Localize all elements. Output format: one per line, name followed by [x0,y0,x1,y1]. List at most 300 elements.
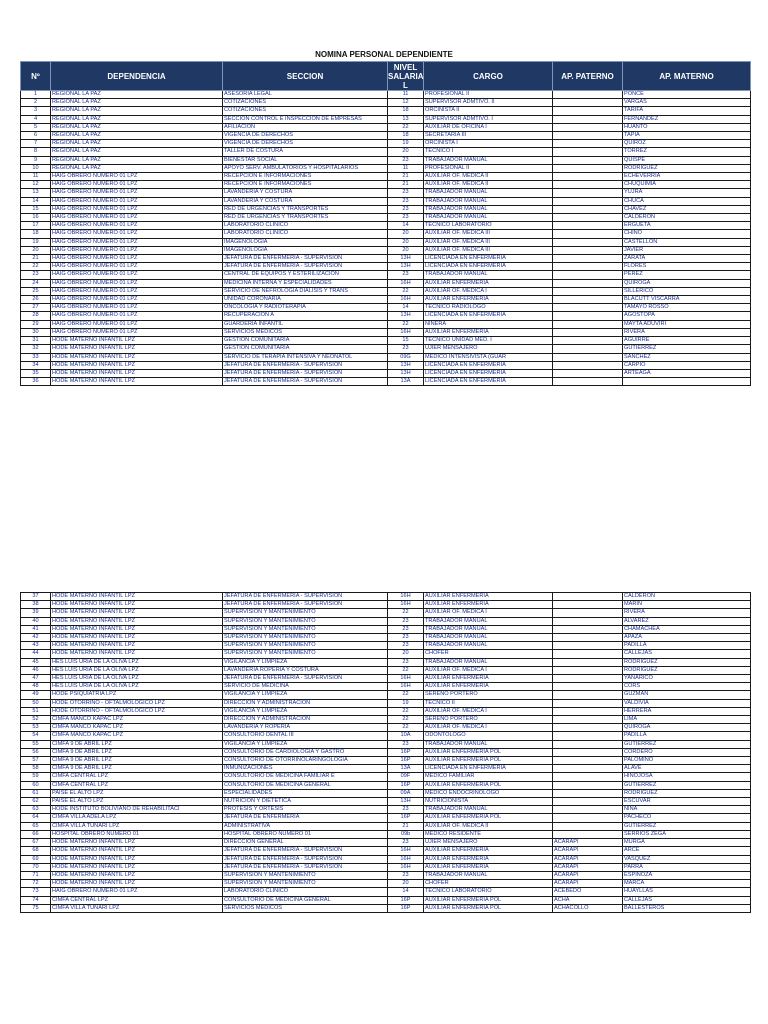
cell-num: 42 [21,634,51,642]
cell-seccion: DIRECCION GENERAL [223,839,388,847]
cell-materno: SANCHEZ [623,353,751,361]
cell-materno: CALDERON [623,593,751,601]
cell-paterno [553,304,623,312]
cell-seccion: VIGENCIA DE DERECHOS [223,140,388,148]
cell-num: 29 [21,320,51,328]
cell-nivel: 21 [388,181,424,189]
cell-nivel: 23 [388,271,424,279]
cell-cargo: AUXILIAR OF. MEDICA I [424,724,553,732]
cell-dependencia: PAISE EL ALTO LPZ [51,798,223,806]
cell-nivel: 22 [388,287,424,295]
cell-seccion: LABORATORIO CLINICO [223,888,388,896]
table-row [21,205,751,213]
cell-paterno [553,617,623,625]
cell-nivel: 16H [388,683,424,691]
cell-seccion: SERVICIO DE TERAPIA INTENSIVA Y NEONATOL [223,353,388,361]
cell-cargo: TECNICO II [424,699,553,707]
cell-materno: ERGUETA [623,222,751,230]
header-dependencia: DEPENDENCIA [51,62,223,91]
cell-seccion: CONSULTORIO DE MEDICINA FAMILIAR E [223,773,388,781]
cell-paterno [553,353,623,361]
cell-paterno [553,765,623,773]
cell-seccion: TALLER DE COSTURA [223,148,388,156]
cell-num: 24 [21,279,51,287]
cell-materno: ALAVE [623,765,751,773]
table-row [21,378,751,386]
table-row [21,871,751,879]
cell-dependencia: HAIG OBRERO NUMERO 01 LPZ [51,888,223,896]
cell-cargo: CHOFER [424,880,553,888]
cell-cargo: AUXILIAR OF. MEDICA II [424,822,553,830]
cell-materno: RODRIGUEZ [623,658,751,666]
cell-dependencia: CIMFA 9 DE ABRIL LPZ [51,757,223,765]
table-row [21,304,751,312]
cell-num: 19 [21,238,51,246]
table-row [21,740,751,748]
cell-nivel: 21 [388,173,424,181]
cell-cargo: TRABAJADOR MANUAL [424,156,553,164]
cell-dependencia: HAIG OBRERO NUMERO 01 LPZ [51,296,223,304]
cell-num: 73 [21,888,51,896]
cell-num: 55 [21,740,51,748]
cell-materno: VALDIVIA [623,699,751,707]
table-row [21,888,751,896]
cell-dependencia: HES LUIS URIA DE LA OLIVA LPZ [51,658,223,666]
cell-dependencia: CIMFA VILLA TUNARI LPZ [51,904,223,912]
cell-cargo: AUXILIAR ENFERMERIA POL [424,896,553,904]
cell-cargo: TRABAJADOR MANUAL [424,871,553,879]
cell-cargo: AUXILIAR OF. MEDICA I [424,707,553,715]
cell-nivel: 23 [388,642,424,650]
cell-paterno [553,296,623,304]
cell-dependencia: HAIG OBRERO NUMERO 01 LPZ [51,304,223,312]
cell-paterno [553,91,623,99]
table-row [21,238,751,246]
cell-nivel: 16P [388,757,424,765]
cell-num: 11 [21,173,51,181]
cell-paterno [553,123,623,131]
cell-nivel: 16H [388,279,424,287]
cell-paterno: ACARAPI [553,871,623,879]
cell-num: 37 [21,593,51,601]
cell-dependencia: HODE MATERNO INFANTIL LPZ [51,601,223,609]
cell-materno: GUZMAN [623,691,751,699]
cell-seccion: JEFATURA DE ENFERMERIA - SUPERVISION [223,263,388,271]
cell-materno: CHAVEZ [623,205,751,213]
cell-materno: CALLEJAS [623,896,751,904]
cell-paterno [553,115,623,123]
cell-nivel: 11 [388,164,424,172]
cell-dependencia: CIMFA MANCO KAPAC LPZ [51,716,223,724]
cell-materno: CORS [623,683,751,691]
cell-num: 49 [21,691,51,699]
cell-materno: HERRERA [623,707,751,715]
cell-cargo: TRABAJADOR MANUAL [424,271,553,279]
cell-cargo: LICENCIADA EN ENFERMERIA [424,263,553,271]
cell-num: 25 [21,287,51,295]
table-row [21,246,751,254]
cell-seccion: INMUNIZACIONES [223,765,388,773]
table-row [21,839,751,847]
cell-dependencia: CIMFA 9 DE ABRIL LPZ [51,740,223,748]
cell-nivel: 23 [388,634,424,642]
cell-dependencia: HAIG OBRERO NUMERO 01 LPZ [51,214,223,222]
cell-paterno [553,830,623,838]
cell-paterno [553,666,623,674]
cell-nivel: 23 [388,871,424,879]
cell-seccion: SUPERVISION Y MANTENIMIENTO [223,634,388,642]
cell-num: 3 [21,107,51,115]
cell-paterno: ACARAPI [553,863,623,871]
cell-nivel: 13H [388,798,424,806]
cell-seccion: COTIZACIONES [223,107,388,115]
cell-nivel: 14 [388,222,424,230]
table-row [21,181,751,189]
cell-materno: HINOJOSA [623,773,751,781]
table-row [21,345,751,353]
cell-paterno [553,345,623,353]
table-row [21,724,751,732]
cell-paterno: ACEBEDO [553,888,623,896]
cell-cargo: MEDICO ENDOCRINOLOGO [424,789,553,797]
table-row [21,773,751,781]
cell-num: 4 [21,115,51,123]
cell-paterno [553,99,623,107]
cell-seccion: JEFATURA DE ENFERMERIA - SUPERVISION [223,369,388,377]
cell-materno: GUTIERREZ [623,740,751,748]
cell-nivel: 11 [388,91,424,99]
cell-nivel: 16H [388,593,424,601]
cell-dependencia: HODE MATERNO INFANTIL LPZ [51,634,223,642]
table-row [21,361,751,369]
header-materno: AP. MATERNO [623,62,751,91]
cell-num: 50 [21,699,51,707]
cell-cargo: AUXILIAR OF. MEDICA II [424,181,553,189]
cell-materno: ARTEAGA [623,369,751,377]
cell-cargo: SUPERVISOR ADMTIVO. I [424,115,553,123]
cell-seccion: LABORATORIO CLINICO [223,222,388,230]
cell-seccion: JEFATURA DE ENFERMERIA - SUPERVISION [223,361,388,369]
cell-nivel: 19 [388,140,424,148]
cell-dependencia: HOSPITAL OBRERO NUMERO 01 [51,830,223,838]
cell-nivel: 16H [388,863,424,871]
cell-dependencia: HODE OTORRINO - OFTALMOLOGICO LPZ [51,707,223,715]
cell-num: 75 [21,904,51,912]
cell-materno: TAPIA [623,132,751,140]
cell-seccion: CONSULTORIO DE MEDICINA GENERAL [223,896,388,904]
cell-num: 27 [21,304,51,312]
cell-nivel: 15 [388,337,424,345]
table-row [21,658,751,666]
cell-nivel: 09b [388,830,424,838]
cell-nivel: 23 [388,156,424,164]
cell-seccion: BIENESTAR SOCIAL [223,156,388,164]
cell-num: 9 [21,156,51,164]
cell-num: 34 [21,361,51,369]
cell-dependencia: HODE MATERNO INFANTIL LPZ [51,593,223,601]
cell-seccion: GESTION COMUNITARIA [223,345,388,353]
cell-dependencia: CIMFA VILLA TUNARI LPZ [51,822,223,830]
cell-cargo: TECNICO LABORATORIO [424,888,553,896]
cell-dependencia: HODE MATERNO INFANTIL LPZ [51,847,223,855]
cell-cargo: AUXILIAR ENFERMERIA [424,593,553,601]
cell-materno: AGOSTOPA [623,312,751,320]
cell-dependencia: HODE MATERNO INFANTIL LPZ [51,863,223,871]
cell-nivel: 13H [388,255,424,263]
cell-num: 20 [21,246,51,254]
cell-paterno [553,230,623,238]
cell-seccion: CONSULTORIO DE MEDICINA GENERAL [223,781,388,789]
table-row [21,634,751,642]
cell-num: 38 [21,601,51,609]
cell-nivel: 16H [388,847,424,855]
cell-materno: FLORES [623,263,751,271]
cell-nivel: 09A [388,789,424,797]
cell-nivel: 09F [388,773,424,781]
cell-seccion: JEFATURA DE ENFERMERIA - SUPERVISION [223,255,388,263]
cell-materno: AGUIRRE [623,337,751,345]
cell-dependencia: HODE MATERNO INFANTIL LPZ [51,650,223,658]
cell-materno: QUIROGA [623,724,751,732]
cell-paterno: ACHA [553,896,623,904]
table-row [21,863,751,871]
cell-paterno [553,132,623,140]
cell-nivel: 16H [388,675,424,683]
cell-materno: NINA [623,806,751,814]
cell-seccion: CONSULTORIO DE CARDIOLOGIA Y GASTRO [223,748,388,756]
cell-nivel: 22 [388,724,424,732]
cell-cargo: LICENCIADA EN ENFERMERIA [424,361,553,369]
cell-paterno [553,205,623,213]
cell-materno: FERNANDEZ [623,115,751,123]
table-row [21,748,751,756]
table-row [21,214,751,222]
cell-cargo: CHOFER [424,650,553,658]
cell-materno: YANARICO [623,675,751,683]
cell-cargo: NINERA [424,320,553,328]
cell-cargo: TRABAJADOR MANUAL [424,625,553,633]
table-body [21,593,751,913]
table-row [21,296,751,304]
table-row [21,716,751,724]
cell-materno: APAZA [623,634,751,642]
cell-paterno [553,320,623,328]
cell-num: 68 [21,847,51,855]
cell-paterno [553,369,623,377]
table-row [21,757,751,765]
cell-cargo: AUXILIAR OF. MEDICA III [424,246,553,254]
cell-num: 35 [21,369,51,377]
cell-cargo: TECNICO UNIDAD MED. I [424,337,553,345]
cell-paterno [553,683,623,691]
cell-materno: ESPINOZA [623,871,751,879]
cell-dependencia: HAIG OBRERO NUMERO 01 LPZ [51,230,223,238]
cell-num: 13 [21,189,51,197]
table-row [21,107,751,115]
cell-materno: SILLERICO [623,287,751,295]
cell-nivel: 22 [388,716,424,724]
cell-nivel: 23 [388,839,424,847]
cell-dependencia: HAIG OBRERO NUMERO 01 LPZ [51,271,223,279]
cell-nivel: 13H [388,263,424,271]
cell-dependencia: HES LUIS URIA DE LA OLIVA LPZ [51,675,223,683]
cell-paterno [553,189,623,197]
cell-dependencia: HODE MATERNO INFANTIL LPZ [51,353,223,361]
cell-paterno [553,806,623,814]
cell-dependencia: HES LUIS URIA DE LA OLIVA LPZ [51,666,223,674]
cell-cargo: MEDICO RESIDENTE [424,830,553,838]
cell-materno: RIVERA [623,328,751,336]
cell-dependencia: REGIONAL LA PAZ [51,156,223,164]
cell-seccion: VIGILANCIA Y LIMPIEZA [223,691,388,699]
cell-num: 39 [21,609,51,617]
cell-cargo: AUXILIAR OF. MEDICA III [424,238,553,246]
cell-paterno [553,707,623,715]
cell-seccion: LABORATORIO CLINICO [223,230,388,238]
cell-dependencia: CIMFA VILLA ADELA LPZ [51,814,223,822]
cell-paterno [553,757,623,765]
table-row [21,189,751,197]
cell-materno: VASQUEZ [623,855,751,863]
cell-paterno [553,263,623,271]
cell-nivel: 16P [388,904,424,912]
cell-cargo: TRABAJADOR MANUAL [424,214,553,222]
cell-cargo: PROFESIONAL II [424,91,553,99]
cell-dependencia: HES LUIS URIA DE LA OLIVA LPZ [51,683,223,691]
cell-seccion: SERVICIO DE MEDICINA [223,683,388,691]
cell-nivel: 23 [388,205,424,213]
cell-seccion: PROTESIS Y ORTESIS [223,806,388,814]
cell-dependencia: HODE MATERNO INFANTIL LPZ [51,839,223,847]
cell-seccion: VIGENCIA DE DERECHOS [223,132,388,140]
cell-seccion: COTIZACIONES [223,99,388,107]
cell-num: 26 [21,296,51,304]
cell-seccion: JEFATURA DE ENFERMERIA - SUPERVISION [223,675,388,683]
cell-dependencia: HAIG OBRERO NUMERO 01 LPZ [51,287,223,295]
cell-materno: VARGAS [623,99,751,107]
table-row [21,593,751,601]
cell-num: 17 [21,222,51,230]
header-paterno: AP. PATERNO [553,62,623,91]
cell-paterno [553,238,623,246]
cell-num: 16 [21,214,51,222]
cell-seccion: DIRECCION Y ADMINISTRACION [223,716,388,724]
cell-cargo: TRABAJADOR MANUAL [424,189,553,197]
cell-num: 58 [21,765,51,773]
cell-seccion: SUPERVISION Y MANTENIMIENTO [223,609,388,617]
cell-nivel: 20 [388,230,424,238]
table-row [21,781,751,789]
cell-paterno [553,789,623,797]
cell-dependencia: REGIONAL LA PAZ [51,115,223,123]
cell-num: 57 [21,757,51,765]
cell-num: 69 [21,855,51,863]
cell-seccion: APOYO SERV. AMBULATORIOS Y HOSPITALARIOS [223,164,388,172]
cell-paterno [553,328,623,336]
cell-dependencia: HODE OTORRINO - OFTALMOLOGICO LPZ [51,699,223,707]
cell-nivel: 22 [388,707,424,715]
cell-nivel: 22 [388,123,424,131]
table-row [21,699,751,707]
cell-seccion: SUPERVISION Y MANTENIMIENTO [223,650,388,658]
cell-paterno [553,609,623,617]
cell-seccion: GUARDERIA INFANTIL [223,320,388,328]
cell-materno: CHUQUIMIA [623,181,751,189]
cell-num: 56 [21,748,51,756]
table-row [21,814,751,822]
cell-seccion: LAVANDERIA ROPERIA Y COSTURA [223,666,388,674]
cell-num: 36 [21,378,51,386]
cell-num: 15 [21,205,51,213]
cell-paterno [553,173,623,181]
cell-materno: RODRIGUEZ [623,164,751,172]
cell-num: 18 [21,230,51,238]
cell-paterno [553,732,623,740]
cell-num: 67 [21,839,51,847]
cell-paterno: ACARAPI [553,839,623,847]
table-row [21,140,751,148]
cell-num: 41 [21,625,51,633]
cell-materno: MARIN [623,601,751,609]
cell-materno: CASTELLON [623,238,751,246]
cell-dependencia: CIMFA 9 DE ABRIL LPZ [51,765,223,773]
cell-paterno [553,255,623,263]
cell-num: 60 [21,781,51,789]
cell-nivel: 16P [388,748,424,756]
cell-cargo: AUXILIAR ENFERMERIA [424,296,553,304]
cell-num: 8 [21,148,51,156]
table-row [21,255,751,263]
cell-nivel: 22 [388,320,424,328]
cell-seccion: ONCOLOGIA Y RADIOTERAPIA [223,304,388,312]
cell-materno [623,378,751,386]
cell-paterno [553,312,623,320]
cell-seccion: RED DE URGENCIAS Y TRANSPORTES [223,205,388,213]
cell-nivel: 20 [388,880,424,888]
cell-num: 2 [21,99,51,107]
cell-num: 45 [21,658,51,666]
cell-seccion: HOSPITAL OBRERO NUMERO 01 [223,830,388,838]
cell-cargo: AUXILIAR ENFERMERIA POL [424,904,553,912]
cell-cargo: MEDICO INTENSIVISTA (GUAR [424,353,553,361]
cell-dependencia: HODE MATERNO INFANTIL LPZ [51,337,223,345]
cell-paterno [553,593,623,601]
cell-dependencia: CIMFA 9 DE ABRIL LPZ [51,748,223,756]
cell-nivel: 16P [388,814,424,822]
cell-cargo: TECNICO I [424,148,553,156]
cell-materno: JAVIER [623,246,751,254]
table-row [21,156,751,164]
cell-materno: CORDERO [623,748,751,756]
table-row [21,271,751,279]
cell-dependencia: REGIONAL LA PAZ [51,132,223,140]
cell-nivel: 18 [388,132,424,140]
payroll-table-top [20,61,751,386]
table-row [21,148,751,156]
cell-nivel: 16H [388,855,424,863]
cell-dependencia: CIMFA CENTRAL LPZ [51,896,223,904]
cell-num: 62 [21,798,51,806]
cell-materno: GUTIERREZ [623,822,751,830]
cell-num: 23 [21,271,51,279]
cell-materno: ZARATA [623,255,751,263]
cell-dependencia: HODE MATERNO INFANTIL LPZ [51,617,223,625]
cell-cargo: AUXILIAR ENFERMERIA POL [424,814,553,822]
document-title: NOMINA PERSONAL DEPENDIENTE [315,50,453,59]
cell-cargo: LICENCIADA EN ENFERMERIA [424,312,553,320]
cell-seccion: IMAGENOLOGIA [223,246,388,254]
cell-nivel: 20 [388,246,424,254]
